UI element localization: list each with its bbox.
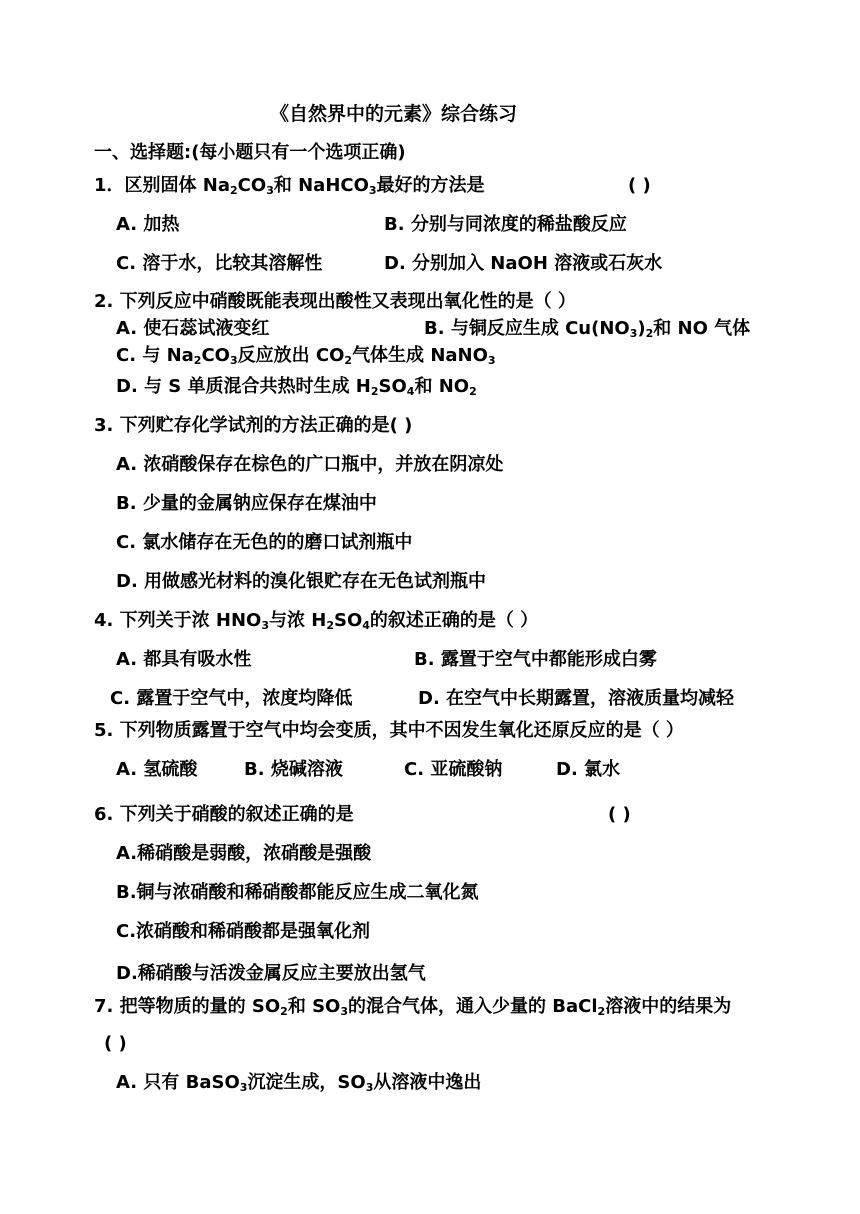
question-6-option-b: B.铜与浓硝酸和稀硝酸都能反应生成二氧化氮 [116,882,479,903]
question-3-option-c: C. 氯水储存在无色的的磨口试剂瓶中 [116,532,413,553]
question-5-option-a: A. 氢硫酸 [116,759,198,780]
question-1-option-b: B. 分别与同浓度的稀盐酸反应 [384,214,627,235]
question-2-option-a: A. 使石蕊试液变红 [116,318,270,339]
question-4-option-b: B. 露置于空气中都能形成白雾 [414,649,657,670]
question-4-option-a: A. 都具有吸水性 [116,649,252,670]
question-5-option-c: C. 亚硫酸钠 [404,759,503,780]
question-4-stem: 4. 下列关于浓 $HNO_3$与浓 $H_2SO_4$的叙述正确的是（ ） [94,610,539,632]
question-1-stem: 1．区别固体 $Na_2CO_3$和 NaHCO$_3$最好的方法是 [94,175,485,197]
question-7-answer-bracket: ( ) [104,1033,127,1054]
question-6-option-d: D.稀硝酸与活泼金属反应主要放出氢气 [116,963,426,984]
question-2-option-c: C. 与 $Na_2CO_3$反应放出 $CO_2$气体生成 NaNO$_3$ [116,345,496,367]
question-2-option-b: B. 与铜反应生成 $Cu(NO_3)_2$和 NO 气体 [424,318,751,340]
question-3-option-d: D. 用做感光材料的溴化银贮存在无色试剂瓶中 [116,571,487,592]
question-1-option-d: D. 分别加入 NaOH 溶液或石灰水 [384,253,663,274]
question-1-option-a: A. 加热 [116,214,180,235]
question-7-stem: 7. 把等物质的量的 $SO_2$和 $SO_3$的混合气体，通入少量的 BaCl$_2$溶液中的结果为 [94,996,732,1018]
question-6-answer-bracket: ( ) [608,804,631,825]
question-4-option-c: C. 露置于空气中，浓度均降低 [110,688,353,709]
question-6-option-c: C.浓硝酸和稀硝酸都是强氧化剂 [116,921,371,942]
page-title: 《自然界中的元素》综合练习 [270,103,518,125]
question-4-option-d: D. 在空气中长期露置，溶液质量均减轻 [418,688,735,709]
question-3-option-b: B. 少量的金属钠应保存在煤油中 [116,493,377,514]
question-5-stem: 5. 下列物质露置于空气中均会变质，其中不因发生氧化还原反应的是（ ） [94,720,684,741]
question-6-option-a: A.稀硝酸是弱酸，浓硝酸是强酸 [116,843,372,864]
question-5-option-b: B. 烧碱溶液 [244,759,343,780]
question-2-option-d: D. 与 S 单质混合共热时生成 $H_2SO_4$和 $NO_2$ [116,376,477,398]
section-heading: 一、选择题:(每小题只有一个选项正确) [94,142,406,163]
question-5-option-d: D. 氯水 [556,759,621,780]
question-1-answer-bracket: ( ) [628,175,651,196]
question-1-option-c: C. 溶于水，比较其溶解性 [116,253,323,274]
question-2-stem: 2. 下列反应中硝酸既能表现出酸性又表现出氧化性的是（ ） [94,291,576,312]
question-3-option-a: A. 浓硝酸保存在棕色的广口瓶中，并放在阴凉处 [116,454,504,475]
question-7-option-a: A. 只有 BaSO$_3$沉淀生成，$SO_3$从溶液中逸出 [116,1072,482,1094]
question-6-stem: 6. 下列关于硝酸的叙述正确的是 [94,804,354,825]
question-3-stem: 3. 下列贮存化学试剂的方法正确的是( ) [94,415,413,436]
